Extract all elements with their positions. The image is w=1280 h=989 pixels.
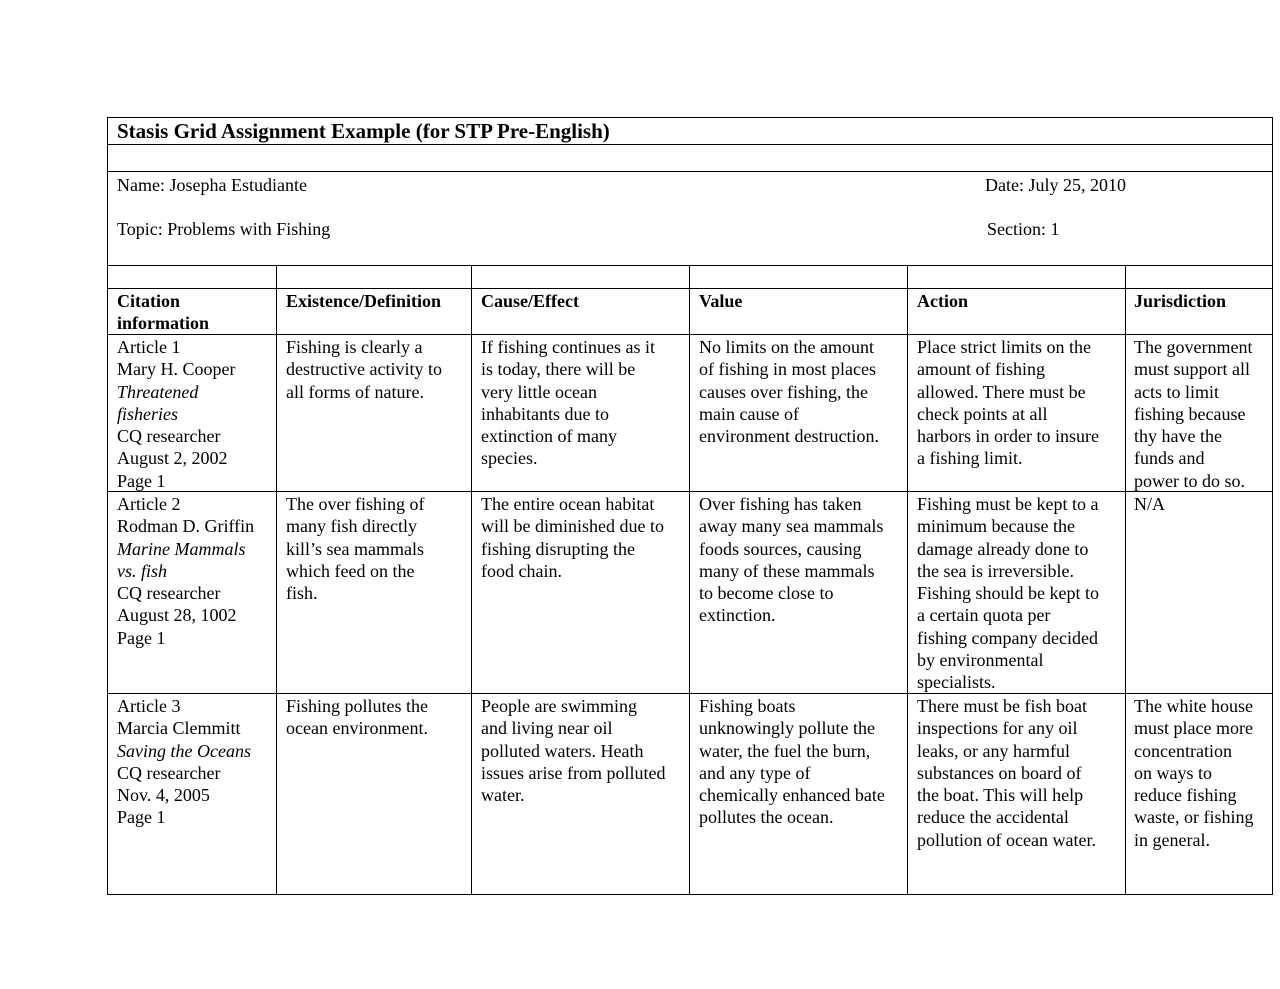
- spacer-cell: [1126, 266, 1273, 289]
- value-text-line: Over fishing has taken: [699, 494, 862, 514]
- value-text-line: unknowingly pollute the: [699, 718, 875, 739]
- cause-text-line: food chain.: [481, 560, 562, 581]
- value-text-line: to become close to: [699, 583, 834, 604]
- existence-text-line: which feed on the: [286, 560, 415, 581]
- action-text-line: pollution of ocean water.: [917, 829, 1096, 850]
- action-text-line: reduce the accidental: [917, 807, 1069, 828]
- header-existence: Existence/Definition: [277, 289, 472, 335]
- citation-title: fisheries: [117, 403, 178, 424]
- jurisdiction-text-line: funds and: [1134, 448, 1205, 469]
- cause-text-line: will be diminished due to: [481, 516, 664, 537]
- assignment-date: Date: July 25, 2010: [985, 175, 1126, 195]
- action-text-line: There must be fish boat: [917, 696, 1087, 716]
- citation-article: Article 3: [117, 696, 181, 716]
- value-text-line: environment destruction.: [699, 426, 879, 447]
- citation-cell: [108, 694, 277, 895]
- action-text-line: the boat. This will help: [917, 785, 1084, 806]
- jurisdiction-text-line: fishing because: [1134, 403, 1246, 424]
- jurisdiction-text-line: in general.: [1134, 829, 1210, 850]
- value-text-line: many of these mammals: [699, 560, 875, 581]
- action-text-line: harbors in order to insure: [917, 426, 1099, 447]
- existence-cell: [277, 335, 472, 492]
- header-action: Action: [908, 289, 1126, 335]
- existence-text-line: ocean environment.: [286, 718, 428, 739]
- jurisdiction-text-line: thy have the: [1134, 426, 1222, 447]
- citation-page: Page 1: [117, 807, 166, 828]
- action-text-line: Fishing must be kept to a: [917, 494, 1099, 514]
- existence-text-line: kill’s sea mammals: [286, 538, 424, 559]
- blank-row: [108, 145, 1273, 172]
- value-text-line: away many sea mammals: [699, 516, 884, 537]
- action-text-line: specialists.: [917, 672, 996, 693]
- header-jurisdiction: Jurisdiction: [1126, 289, 1273, 335]
- cause-effect-cell: [472, 492, 690, 694]
- jurisdiction-text-line: The white house: [1134, 696, 1253, 716]
- value-cell: [690, 492, 908, 694]
- action-text-line: fishing company decided: [917, 627, 1098, 648]
- value-text-line: pollutes the ocean.: [699, 807, 834, 828]
- cause-text-line: very little ocean: [481, 381, 597, 402]
- action-text-line: inspections for any oil: [917, 718, 1078, 739]
- cause-effect-cell: [472, 694, 690, 895]
- jurisdiction-text-line: The government: [1134, 337, 1253, 357]
- blank-cell: [108, 145, 1273, 172]
- spacer-cell: [908, 266, 1126, 289]
- value-text-line: main cause of: [699, 403, 799, 424]
- action-text-line: substances on board of: [917, 762, 1082, 783]
- jurisdiction-cell: [1126, 335, 1273, 492]
- jurisdiction-text-line: must place more: [1134, 718, 1253, 739]
- citation-title: Saving the Oceans: [117, 740, 251, 761]
- citation-page: Page 1: [117, 470, 166, 491]
- table-row-article-1: [108, 335, 1273, 492]
- citation-title: Threatened: [117, 381, 199, 402]
- action-text-line: allowed. There must be: [917, 381, 1086, 402]
- action-cell: [908, 694, 1126, 895]
- citation-publication: CQ researcher: [117, 583, 221, 604]
- citation-title: Marine Mammals: [117, 538, 246, 559]
- title-row: [108, 118, 1273, 145]
- existence-text-line: destructive activity to: [286, 359, 442, 380]
- cause-text-line: If fishing continues as it: [481, 337, 655, 357]
- value-text-line: foods sources, causing: [699, 538, 862, 559]
- action-text-line: damage already done to: [917, 538, 1089, 559]
- cause-text-line: polluted waters. Heath: [481, 740, 644, 761]
- citation-author: Mary H. Cooper: [117, 359, 236, 380]
- existence-text-line: fish.: [286, 583, 318, 604]
- stasis-grid-table: [107, 117, 1273, 895]
- section: Section: 1: [987, 219, 1060, 239]
- value-cell: [690, 694, 908, 895]
- jurisdiction-text-line: power to do so.: [1134, 470, 1245, 491]
- jurisdiction-text-line: reduce fishing: [1134, 785, 1237, 806]
- header-value: Value: [690, 289, 908, 335]
- cause-effect-cell: [472, 335, 690, 492]
- cause-text-line: inhabitants due to: [481, 403, 609, 424]
- spacer-cell: [472, 266, 690, 289]
- jurisdiction-text-line: waste, or fishing: [1134, 807, 1254, 828]
- spacer-cell: [690, 266, 908, 289]
- student-name: Name: Josepha Estudiante: [117, 175, 307, 195]
- citation-author: Rodman D. Griffin: [117, 516, 255, 537]
- action-text-line: leaks, or any harmful: [917, 740, 1070, 761]
- topic: Topic: Problems with Fishing: [117, 219, 331, 239]
- action-text-line: amount of fishing: [917, 359, 1045, 380]
- existence-cell: [277, 694, 472, 895]
- header-row: [108, 289, 1273, 335]
- jurisdiction-text-line: acts to limit: [1134, 381, 1219, 402]
- citation-publication: CQ researcher: [117, 426, 221, 447]
- existence-text-line: all forms of nature.: [286, 381, 424, 402]
- value-text-line: causes over fishing, the: [699, 381, 868, 402]
- header-citation: Citation information: [108, 289, 277, 335]
- existence-text-line: Fishing is clearly a: [286, 337, 423, 357]
- citation-cell: [108, 335, 277, 492]
- action-text-line: Place strict limits on the: [917, 337, 1091, 357]
- jurisdiction-text-line: must support all: [1134, 359, 1250, 380]
- citation-article: Article 2: [117, 494, 181, 514]
- jurisdiction-text-line: concentration: [1134, 740, 1232, 761]
- existence-text-line: The over fishing of: [286, 494, 425, 514]
- cause-text-line: water.: [481, 785, 525, 806]
- citation-publication: CQ researcher: [117, 762, 221, 783]
- citation-date: August 28, 1002: [117, 605, 237, 626]
- jurisdiction-cell: [1126, 694, 1273, 895]
- value-cell: [690, 335, 908, 492]
- jurisdiction-text-line: on ways to: [1134, 762, 1212, 783]
- value-text-line: water, the fuel the burn,: [699, 740, 871, 761]
- value-text-line: Fishing boats: [699, 696, 796, 716]
- header-cause-effect: Cause/Effect: [472, 289, 690, 335]
- value-text-line: chemically enhanced bate: [699, 785, 885, 806]
- action-text-line: the sea is irreversible.: [917, 560, 1074, 581]
- spacer-row: [108, 266, 1273, 289]
- cause-text-line: People are swimming: [481, 696, 637, 716]
- citation-page: Page 1: [117, 627, 166, 648]
- document-title: Stasis Grid Assignment Example (for STP Pre-English): [108, 118, 1273, 145]
- action-text-line: by environmental: [917, 650, 1044, 671]
- value-text-line: extinction.: [699, 605, 776, 626]
- info-row: [108, 172, 1273, 266]
- existence-text-line: Fishing pollutes the: [286, 696, 429, 716]
- value-text-line: and any type of: [699, 762, 811, 783]
- action-text-line: Fishing should be kept to: [917, 583, 1100, 604]
- action-text-line: minimum because the: [917, 516, 1075, 537]
- cause-text-line: species.: [481, 448, 538, 469]
- cause-text-line: The entire ocean habitat: [481, 494, 655, 514]
- action-text-line: a fishing limit.: [917, 448, 1023, 469]
- value-text-line: of fishing in most places: [699, 359, 876, 380]
- info-cell: [108, 172, 1273, 266]
- existence-text-line: many fish directly: [286, 516, 417, 537]
- action-cell: [908, 335, 1126, 492]
- citation-cell: [108, 492, 277, 694]
- table-row-article-3: [108, 694, 1273, 895]
- citation-author: Marcia Clemmitt: [117, 718, 241, 739]
- citation-article: Article 1: [117, 337, 181, 357]
- value-text-line: No limits on the amount: [699, 337, 874, 357]
- cause-text-line: extinction of many: [481, 426, 617, 447]
- citation-title: vs. fish: [117, 560, 168, 581]
- cause-text-line: and living near oil: [481, 718, 613, 739]
- spacer-cell: [277, 266, 472, 289]
- cause-text-line: issues arise from polluted: [481, 762, 666, 783]
- citation-date: August 2, 2002: [117, 448, 228, 469]
- cause-text-line: fishing disrupting the: [481, 538, 635, 559]
- action-text-line: a certain quota per: [917, 605, 1051, 626]
- cause-text-line: is today, there will be: [481, 359, 636, 380]
- existence-cell: [277, 492, 472, 694]
- spacer-cell: [108, 266, 277, 289]
- citation-date: Nov. 4, 2005: [117, 785, 210, 806]
- action-cell: [908, 492, 1126, 694]
- table-row-article-2: [108, 492, 1273, 694]
- jurisdiction-cell: [1126, 492, 1273, 694]
- action-text-line: check points at all: [917, 403, 1048, 424]
- jurisdiction-text-line: N/A: [1134, 494, 1165, 514]
